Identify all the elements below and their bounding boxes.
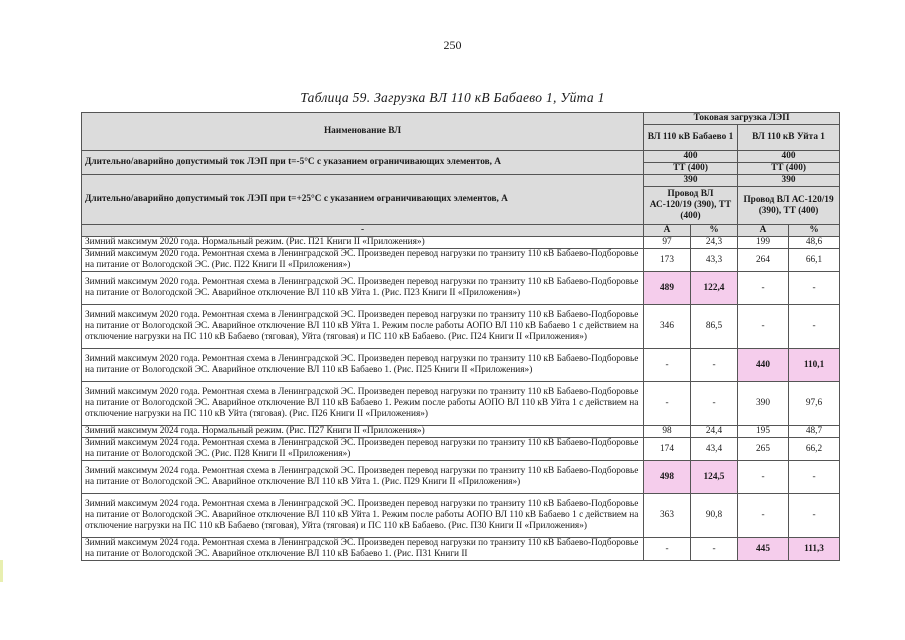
cell-babaevo-percent: 90,8 [691,494,738,538]
units-l2-percent: % [789,225,840,237]
row-description: Зимний максимум 2024 года. Ремонтная схема в Ленинградской ЭС. Произведен перевод нагрузки по транзиту 110 кВ Бабаево-Подборовье на питание от Вологодской ЭС. (Рис. П28 Книги II «Приложения») [82,438,644,461]
cell-uyta-amps: - [738,494,789,538]
cell-uyta-amps: - [738,305,789,349]
cell-babaevo-amps: 173 [644,249,691,272]
limit-summer-l1-element: Провод ВЛ АС-120/19 (390), ТТ (400) [644,187,738,225]
cell-uyta-percent: 48,6 [789,237,840,249]
table-row [82,438,840,461]
limit-summer-label: Длительно/аварийно допустимый ток ЛЭП при t=+25°С с указанием ограничивающих элементов, А [82,175,644,225]
limit-winter-l2-value: 400 [738,151,840,163]
limit-summer-l1-value: 390 [644,175,738,187]
limit-summer-l2-value: 390 [738,175,840,187]
cell-uyta-amps: 445 [738,538,789,561]
row-description: Зимний максимум 2024 года. Ремонтная схема в Ленинградской ЭС. Произведен перевод нагрузки по транзиту 110 кВ Бабаево-Подборовье на питание от Вологодской ЭС. Аварийное отключение ВЛ 110 кВ Уйта 1. (Рис. П29 Книги II «Приложения») [82,461,644,494]
row-description: Зимний максимум 2020 года. Нормальный режим. (Рис. П21 Книги II «Приложения») [82,237,644,249]
cell-babaevo-amps: 363 [644,494,691,538]
row-description: Зимний максимум 2020 года. Ремонтная схема в Ленинградской ЭС. Произведен перевод нагрузки по транзиту 110 кВ Бабаево-Подборовье на питание от Вологодской ЭС. (Рис. П22 Книги II «Приложения») [82,249,644,272]
units-l2-amps: А [738,225,789,237]
table-row [82,461,840,494]
cell-uyta-percent: - [789,494,840,538]
cell-uyta-amps: 265 [738,438,789,461]
row-description: Зимний максимум 2020 года. Ремонтная схема в Ленинградской ЭС. Произведен перевод нагрузки по транзиту 110 кВ Бабаево-Подборовье на питание от Вологодской ЭС. Аварийное отключение ВЛ 110 кВ Бабаево 1. (Рис. П25 Книги II «Приложения») [82,349,644,382]
cell-babaevo-amps: 346 [644,305,691,349]
cell-uyta-percent: 111,3 [789,538,840,561]
table-row [82,426,840,438]
cell-babaevo-percent: - [691,382,738,426]
header-line-uyta: ВЛ 110 кВ Уйта 1 [738,125,840,151]
table-row [82,305,840,349]
cell-uyta-percent: 66,1 [789,249,840,272]
cell-uyta-amps: - [738,272,789,305]
row-description: Зимний максимум 2024 года. Ремонтная схема в Ленинградской ЭС. Произведен перевод нагрузки по транзиту 110 кВ Бабаево-Подборовье на питание от Вологодской ЭС. Аварийное отключение ВЛ 110 кВ Уйта 1. Режим после работы АОПО ВЛ 110 кВ Бабаево 1 с действием на отключение нагрузки на ПС 110 кВ Бабаево (тяговая), Уйта (тяговая) и ПС 110 кВ Бабаево. (Рис. П30 Книги II «Приложения») [82,494,644,538]
cell-babaevo-percent: 43,4 [691,438,738,461]
cell-uyta-amps: 195 [738,426,789,438]
cell-babaevo-amps: - [644,382,691,426]
table-row [82,538,840,561]
cell-babaevo-amps: 489 [644,272,691,305]
cell-uyta-amps: 264 [738,249,789,272]
margin-mark [0,560,3,582]
cell-babaevo-amps: 97 [644,237,691,249]
cell-uyta-percent: - [789,305,840,349]
row-description: Зимний максимум 2020 года. Ремонтная схема в Ленинградской ЭС. Произведен перевод нагрузки по транзиту 110 кВ Бабаево-Подборовье на питание от Вологодской ЭС. Аварийное отключение ВЛ 110 кВ Уйта 1. Режим после работы АОПО ВЛ 110 кВ Бабаево 1 с действием на отключение нагрузки на ПС 110 кВ Бабаево (тяговая), Уйта (тяговая) и ПС 110 кВ Бабаево. (Рис. П24 Книги II «Приложения») [82,305,644,349]
header-line-name: Наименование ВЛ [82,113,644,151]
table-row [82,349,840,382]
cell-babaevo-percent: 86,5 [691,305,738,349]
table-row [82,272,840,305]
cell-uyta-amps: 199 [738,237,789,249]
limit-winter-label: Длительно/аварийно допустимый ток ЛЭП при t=-5°С с указанием ограничивающих элементов, А [82,151,644,175]
limit-winter-l1-element: ТТ (400) [644,163,738,175]
cell-babaevo-percent: 24,4 [691,426,738,438]
cell-babaevo-percent: 124,5 [691,461,738,494]
cell-uyta-amps: - [738,461,789,494]
limit-winter-l2-element: ТТ (400) [738,163,840,175]
cell-babaevo-amps: 98 [644,426,691,438]
cell-uyta-percent: - [789,272,840,305]
cell-babaevo-amps: 174 [644,438,691,461]
cell-babaevo-amps: 498 [644,461,691,494]
cell-uyta-amps: 390 [738,382,789,426]
cell-babaevo-percent: 43,3 [691,249,738,272]
cell-uyta-percent: 110,1 [789,349,840,382]
limit-summer-l2-element: Провод ВЛ АС-120/19 (390), ТТ (400) [738,187,840,225]
table-row [82,249,840,272]
table-row [82,494,840,538]
load-table [81,112,840,561]
cell-uyta-percent: 66,2 [789,438,840,461]
limit-winter-l1-value: 400 [644,151,738,163]
units-dash: - [82,225,644,237]
cell-uyta-amps: 440 [738,349,789,382]
header-line-babaevo: ВЛ 110 кВ Бабаево 1 [644,125,738,151]
cell-babaevo-percent: - [691,538,738,561]
cell-babaevo-percent: 24,3 [691,237,738,249]
cell-uyta-percent: - [789,461,840,494]
cell-babaevo-amps: - [644,538,691,561]
cell-uyta-percent: 48,7 [789,426,840,438]
header-current-load: Токовая загрузка ЛЭП [644,113,840,125]
units-l1-percent: % [691,225,738,237]
row-description: Зимний максимум 2020 года. Ремонтная схема в Ленинградской ЭС. Произведен перевод нагрузки по транзиту 110 кВ Бабаево-Подборовье на питание от Вологодской ЭС. Аварийное отключение ВЛ 110 кВ Уйта 1. (Рис. П23 Книги II «Приложения») [82,272,644,305]
row-description: Зимний максимум 2020 года. Ремонтная схема в Ленинградской ЭС. Произведен перевод нагрузки по транзиту 110 кВ Бабаево-Подборовье на питание от Вологодской ЭС. Аварийное отключение ВЛ 110 кВ Бабаево 1. Режим после работы АОПО ВЛ 110 кВ Уйта 1 с действием на отключение нагрузки на ПС 110 кВ Уйта (тяговая). (Рис. П26 Книги II «Приложения») [82,382,644,426]
row-description: Зимний максимум 2024 года. Нормальный режим. (Рис. П27 Книги II «Приложения») [82,426,644,438]
cell-uyta-percent: 97,6 [789,382,840,426]
units-l1-amps: А [644,225,691,237]
cell-babaevo-percent: 122,4 [691,272,738,305]
row-description: Зимний максимум 2024 года. Ремонтная схема в Ленинградской ЭС. Произведен перевод нагрузки по транзиту 110 кВ Бабаево-Подборовье на питание от Вологодской ЭС. Аварийное отключение ВЛ 110 кВ Бабаево 1. (Рис. П31 Книги II [82,538,644,561]
page-number: 250 [443,38,462,52]
table-row [82,382,840,426]
table-caption: Таблица 59. Загрузка ВЛ 110 кВ Бабаево 1, Уйта 1 [300,90,605,105]
cell-babaevo-amps: - [644,349,691,382]
cell-babaevo-percent: - [691,349,738,382]
table-row [82,237,840,249]
